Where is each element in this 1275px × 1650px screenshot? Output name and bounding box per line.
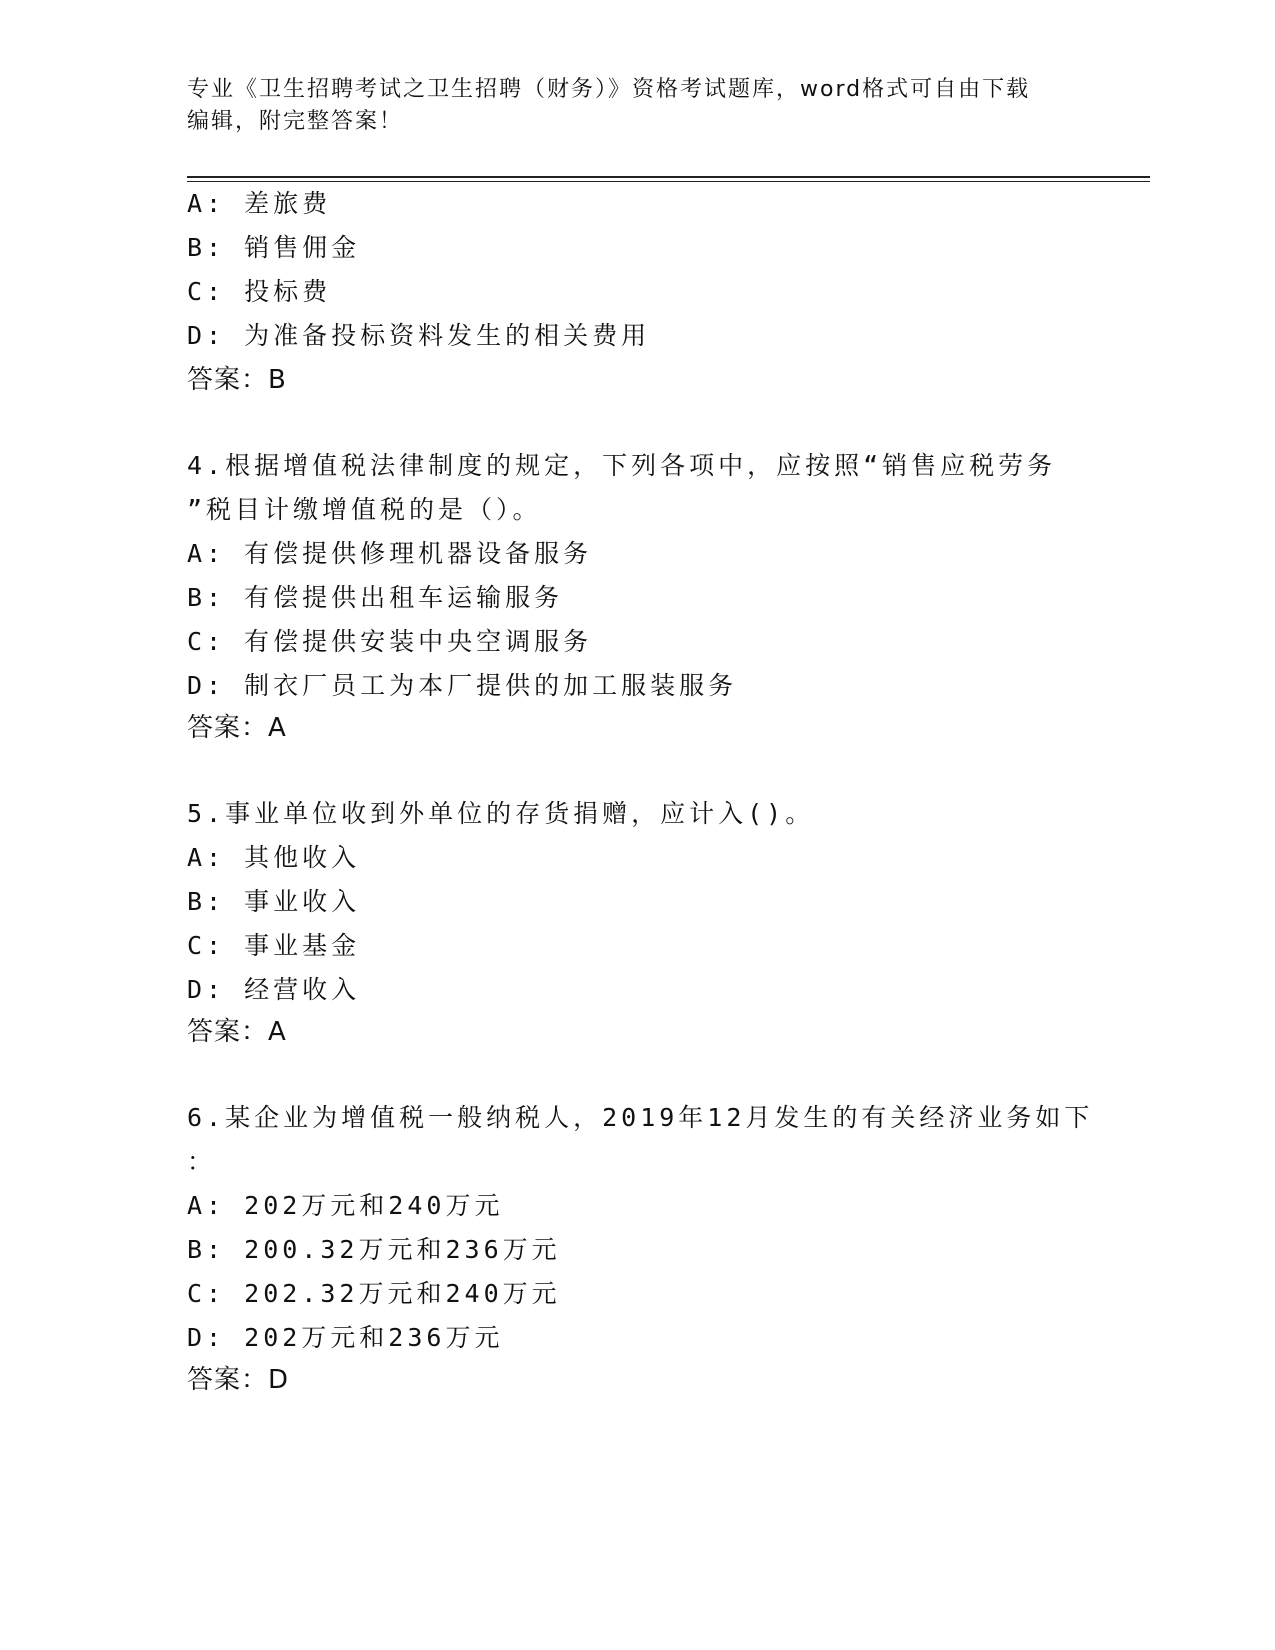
- q4-stem-line-2: ”税目计缴增值税的是（）。: [187, 495, 542, 524]
- q5-option-d: D: 经营收入: [187, 975, 361, 1004]
- header-line-1: 专业《卫生招聘考试之卫生招聘（财务）》资格考试题库，word格式可自由下载: [187, 77, 1031, 102]
- header-divider-thick: [187, 176, 1150, 178]
- q4-answer: 答案：A: [187, 713, 287, 743]
- q6-option-b: B: 200.32万元和236万元: [187, 1235, 561, 1264]
- q6-option-a: A: 202万元和240万元: [187, 1191, 504, 1220]
- q3-option-c: C: 投标费: [187, 277, 332, 306]
- q4-option-d: D: 制衣厂员工为本厂提供的加工服装服务: [187, 671, 738, 700]
- q5-option-b: B: 事业收入: [187, 887, 361, 916]
- q6-stem-line-1: 6.某企业为增值税一般纳税人，2019年12月发生的有关经济业务如下: [187, 1103, 1094, 1132]
- header-divider-thin: [187, 181, 1150, 182]
- q3-answer: 答案：B: [187, 365, 287, 395]
- q6-answer: 答案：D: [187, 1365, 290, 1395]
- q6-option-d: D: 202万元和236万元: [187, 1323, 504, 1352]
- q5-answer: 答案：A: [187, 1017, 287, 1047]
- q3-option-a: A: 差旅费: [187, 189, 332, 218]
- q4-option-a: A: 有偿提供修理机器设备服务: [187, 539, 593, 568]
- q4-stem-line-1: 4.根据增值税法律制度的规定，下列各项中，应按照“销售应税劳务: [187, 451, 1057, 480]
- header-line-2: 编辑，附完整答案！: [187, 109, 404, 134]
- q6-stem-line-2: ：: [187, 1147, 217, 1176]
- q6-option-c: C: 202.32万元和240万元: [187, 1279, 561, 1308]
- q5-option-a: A: 其他收入: [187, 843, 361, 872]
- document-header: [187, 74, 1087, 138]
- q3-option-b: B: 销售佣金: [187, 233, 361, 262]
- q4-option-c: C: 有偿提供安装中央空调服务: [187, 627, 593, 656]
- q5-option-c: C: 事业基金: [187, 931, 361, 960]
- q4-option-b: B: 有偿提供出租车运输服务: [187, 583, 564, 612]
- q5-stem-line-1: 5.事业单位收到外单位的存货捐赠，应计入()。: [187, 799, 815, 828]
- q3-option-d: D: 为准备投标资料发生的相关费用: [187, 321, 651, 350]
